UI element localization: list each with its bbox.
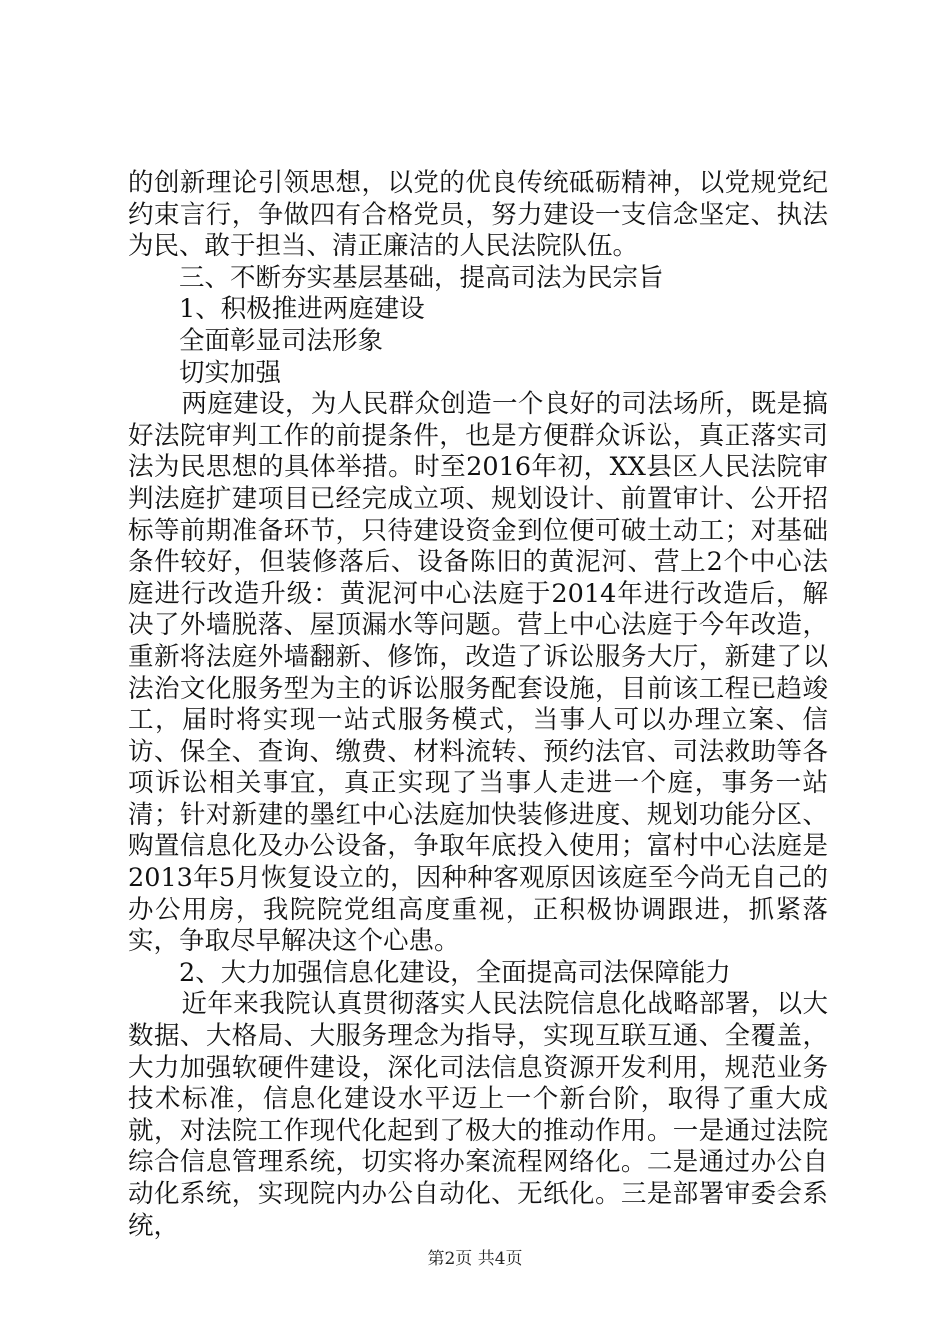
paragraph-continuation: 的创新理论引领思想，以党的优良传统砥砺精神，以党规党纪约束言行，争做四有合格党员，努力建设一支信念坚定、执法为民、敢于担当、清正廉洁的人民法院队伍。 — [128, 168, 828, 262]
paragraph-court-construction: 两庭建设，为人民群众创造一个良好的司法场所，既是搞好法院审判工作的前提条件，也是方便群众诉讼，真正落实司法为民思想的具体举措。时至2016年初，XX县区人民法院审判法庭扩建项目已经完成立项、规划设计、前置审计、公开招标等前期准备环节，只待建设资金到位便可破土动工；对基础条件较好，但装修落后、设备陈旧的黄泥河、营上2个中心法庭进行改造升级：黄泥河中心法庭于2014年进行改造后，解决了外墙脱落、屋顶漏水等问题。营上中心法庭于今年改造，重新将法庭外墙翻新、修饰，改造了诉讼服务大厅，新建了以法治文化服务型为主的诉讼服务配套设施，目前该工程已趋竣工，届时将实现一站式服务模式，当事人可以办理立案、信访、保全、查询、缴费、材料流转、预约法官、司法救助等各项诉讼相关事宜，真正实现了当事人走进一个庭，事务一站清；针对新建的墨红中心法庭加快装修进度、规划功能分区、购置信息化及办公设备，争取年底投入使用；富村中心法庭是2013年5月恢复设立的，因种种客观原因该庭至今尚无自己的办公用房，我院院党组高度重视，正积极协调跟进，抓紧落实，争取尽早解决这个心患。 — [128, 389, 828, 957]
page-number-footer: 第2页 共4页 — [427, 1249, 523, 1269]
subheading-1: 1、积极推进两庭建设 — [179, 294, 425, 325]
subheading-2: 2、大力加强信息化建设，全面提高司法保障能力 — [179, 957, 731, 988]
paragraph-informatization: 近年来我院认真贯彻落实人民法院信息化战略部署，以大数据、大格局、大服务理念为指导，实现互联互通、全覆盖，大力加强软硬件建设，深化司法信息资源开发利用，规范业务技术标准，信息化建设水平迈上一个新台阶，取得了重大成就，对法院工作现代化起到了极大的推动作用。一是通过法院综合信息管理系统，切实将办案流程网络化。二是通过办公自动化系统，实现院内办公自动化、无纸化。三是部署审委会系统， — [128, 989, 828, 1241]
document-body — [128, 168, 828, 1242]
subheading-line-3: 切实加强 — [179, 357, 282, 388]
subheading-line-2: 全面彰显司法形象 — [179, 325, 384, 356]
section-heading-3: 三、不断夯实基层基础，提高司法为民宗旨 — [179, 262, 664, 293]
